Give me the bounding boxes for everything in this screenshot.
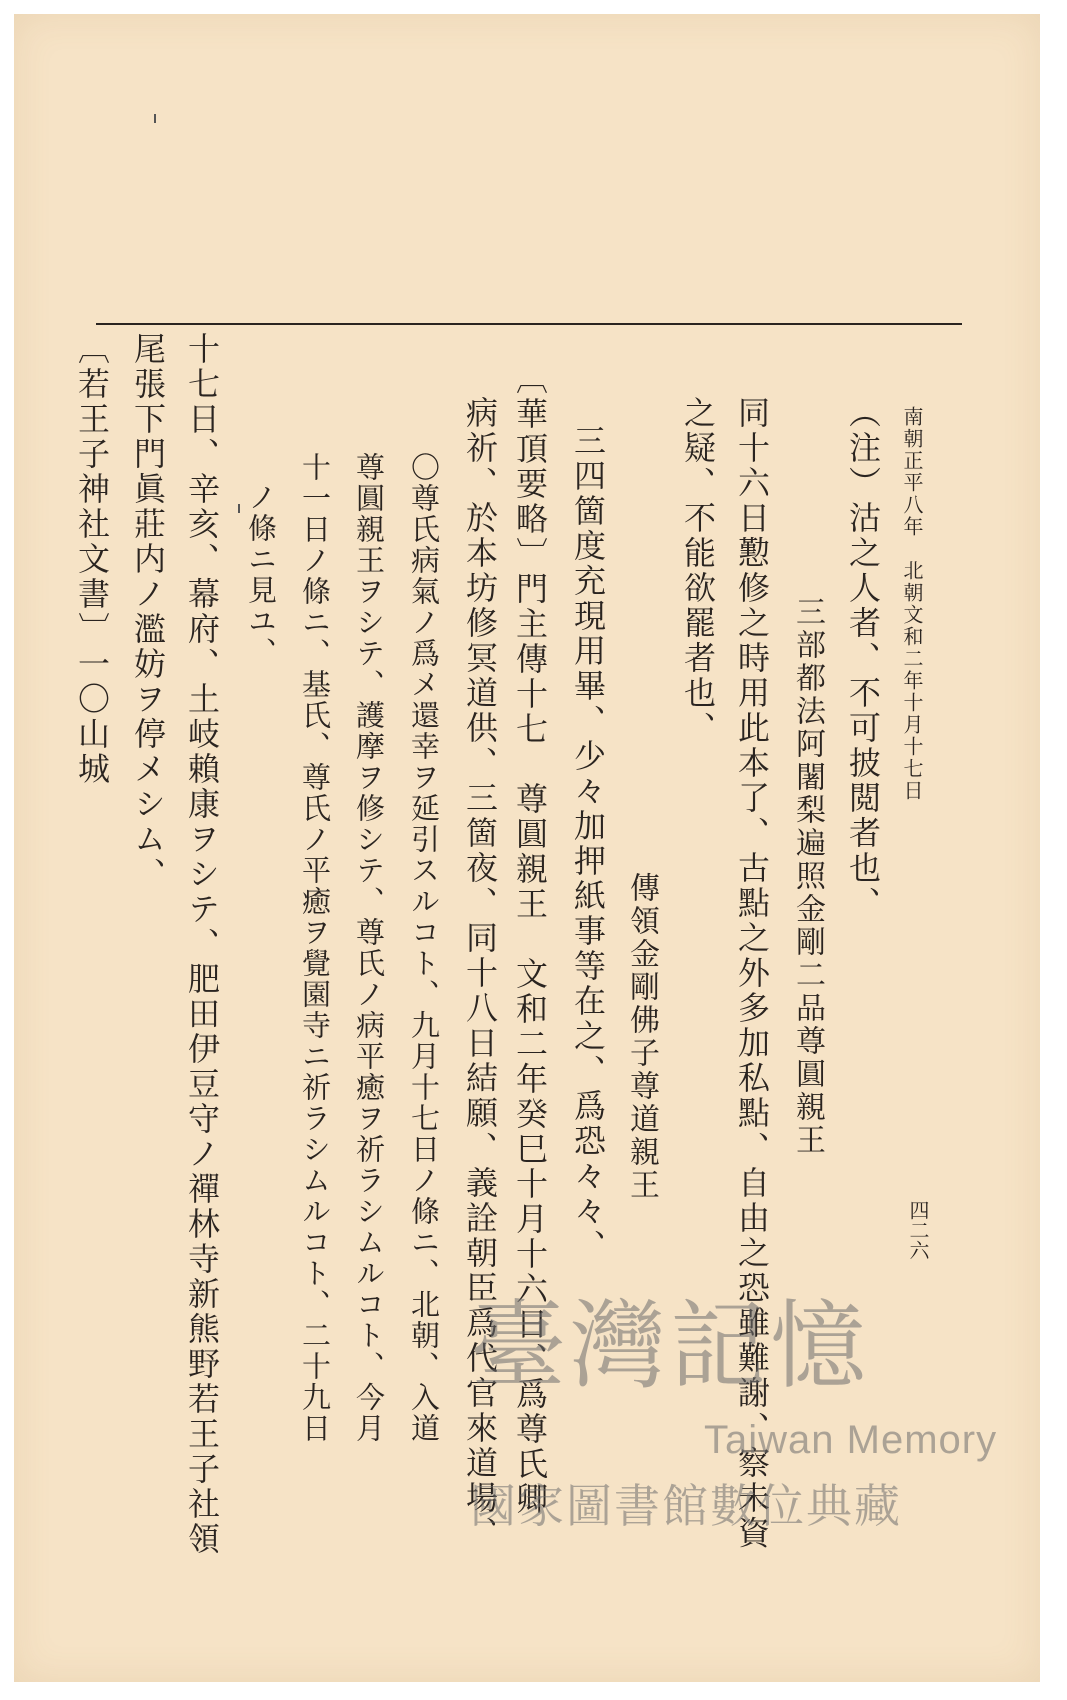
text-column-11: 十一日ノ條ニ、基氏、尊氏ノ平癒ヲ覺園寺ニ祈ラシムルコト、二十九日 — [298, 452, 332, 1444]
text-column-9: 〇尊氏病氣ノ爲メ還幸ヲ延引スルコト、九月十七日ノ條ニ、北朝、入道 — [407, 452, 441, 1444]
paper-mark — [238, 504, 240, 513]
watermark-subtitle: 國家圖書館數位典藏 — [470, 1479, 902, 1533]
watermark-title: 臺灣記憶 — [470, 1290, 870, 1402]
text-column-1: （注）沽之人者、不可披閲者也、 — [844, 396, 882, 921]
text-column-3: 同十六日懃修之時用此本了、古點之外多加私點、自由之恐雖難謝、察未資 — [733, 396, 771, 1551]
header-rule — [96, 323, 962, 325]
running-header: 南朝正平八年 北朝文和二年十月十七日 — [900, 406, 924, 802]
text-column-4: 之疑、不能欲罷者也、 — [679, 396, 717, 746]
text-column-2: 三部都法阿闍梨遍照金剛二品尊圓親王 — [790, 596, 825, 1157]
text-column-8: 病祈、於本坊修冥道供、三箇夜、同十八日結願、義詮朝臣爲代官來道場、 — [461, 396, 499, 1551]
text-column-14: 尾張下門眞莊内ノ濫妨ヲ停メシム、 — [129, 332, 167, 892]
text-column-13: 十七日、辛亥、幕府、土岐賴康ヲシテ、肥田伊豆守ノ禪林寺新熊野若王子社領 — [183, 332, 221, 1557]
watermark-english: Taiwan Memory — [704, 1418, 998, 1462]
text-column-12: ノ條ニ見ユ、 — [244, 482, 278, 668]
text-column-6: 三四箇度充現用畢、少々加押紙事等在之、爲恐々々、 — [569, 424, 607, 1264]
text-column-15: 〔若王子神社文書〕一〇山城 — [73, 332, 111, 787]
text-column-10: 尊圓親王ヲシテ、護摩ヲ修シテ、尊氏ノ病平癒ヲ祈ラシムルコト、今月 — [352, 452, 386, 1444]
text-column-5: 傳領金剛佛子尊道親王 — [624, 872, 659, 1202]
text-column-7: 〔華頂要略〕門主傳十七 尊圓親王 文和二年癸巳十月十六日、爲尊氏卿 — [511, 362, 549, 1517]
paper-mark — [154, 114, 156, 123]
page-number: 四二六 — [906, 1200, 930, 1260]
